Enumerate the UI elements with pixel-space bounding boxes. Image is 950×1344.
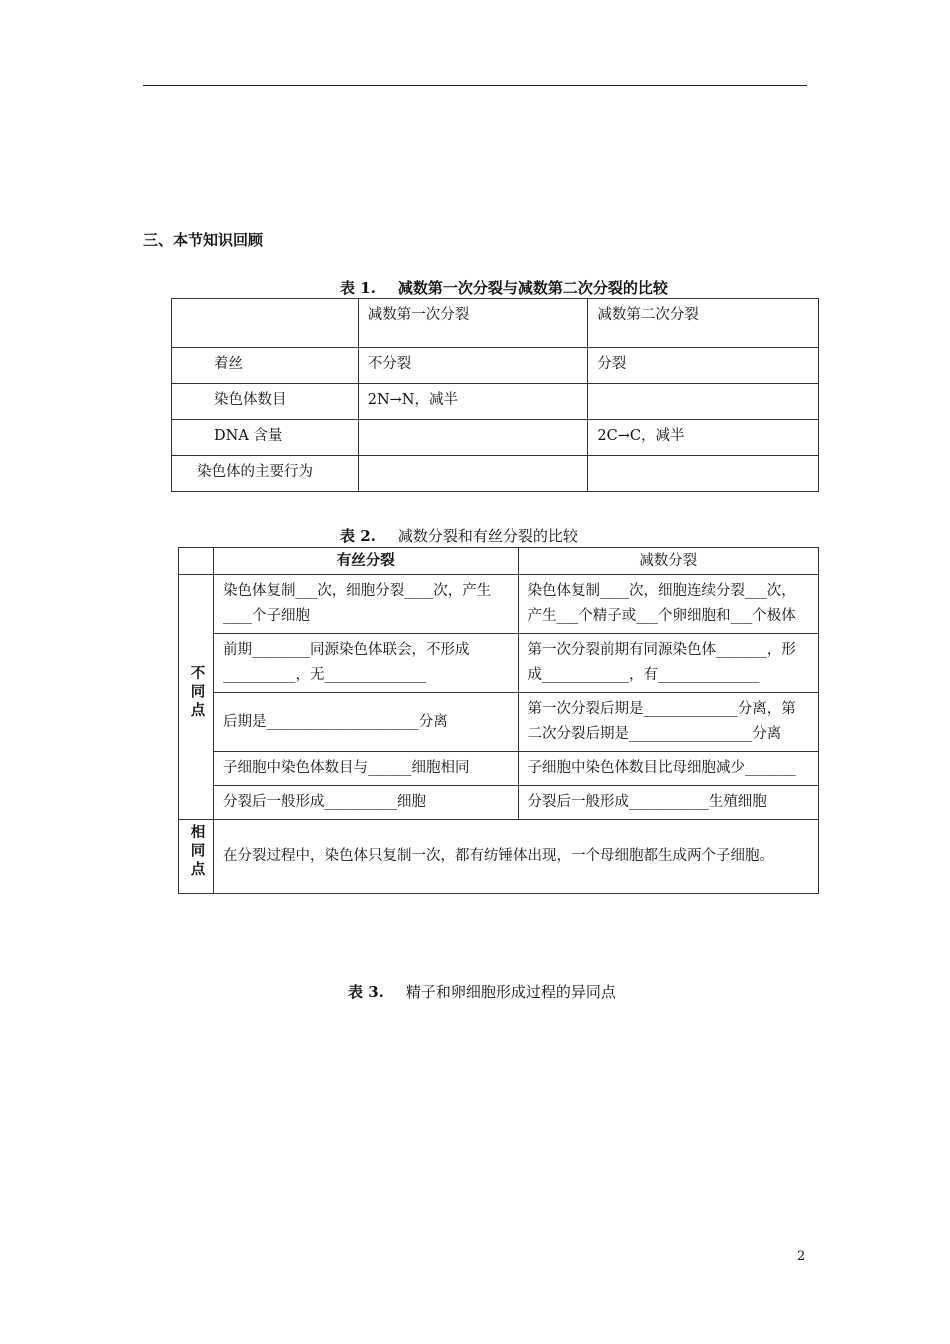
table1-cell xyxy=(358,420,588,456)
table1-row-label: 着丝 xyxy=(172,348,359,384)
table-row xyxy=(172,456,819,492)
table1-cell xyxy=(588,384,819,420)
table-row xyxy=(172,348,819,384)
table2-cell: 第一次分裂前期有同源染色体_______，形成____________，有______________ xyxy=(518,634,818,693)
table-row xyxy=(172,299,819,348)
table-row xyxy=(179,786,819,820)
table1-caption-title: 减数第一次分裂与减数第二次分裂的比较 xyxy=(397,279,668,297)
table-row xyxy=(172,420,819,456)
table3-caption xyxy=(348,981,616,1002)
page-number: 2 xyxy=(797,1249,806,1264)
table2-cell: 子细胞中染色体数目比母细胞减少_______ xyxy=(518,752,818,786)
table-row xyxy=(179,548,819,575)
table3-caption-title: 精子和卵细胞形成过程的异同点 xyxy=(405,983,616,1001)
table1-caption xyxy=(340,277,668,298)
table2 xyxy=(178,547,819,894)
table2-header-blank xyxy=(179,548,214,575)
table-row xyxy=(179,634,819,693)
table2-same-text: 在分裂过程中，染色体只复制一次，都有纺锤体出现，一个母细胞都生成两个子细胞。 xyxy=(213,820,818,894)
table2-cell: 后期是_____________________分离 xyxy=(213,693,518,752)
table1 xyxy=(171,298,819,492)
table2-cell: 染色体复制____次，细胞连续分裂___次，产生___个精子或___个卵细胞和___个极体 xyxy=(518,575,818,634)
table2-caption-title: 减数分裂和有丝分裂的比较 xyxy=(397,527,578,545)
table2-caption-num: 表 2. xyxy=(340,527,376,545)
table2-cell: 子细胞中染色体数目与______细胞相同 xyxy=(213,752,518,786)
table2-cell: 分裂后一般形成__________细胞 xyxy=(213,786,518,820)
section-heading: 三、本节知识回顾 xyxy=(143,231,264,249)
table2-cell: 染色体复制___次，细胞分裂____次，产生____个子细胞 xyxy=(213,575,518,634)
table1-cell: 不分裂 xyxy=(358,348,588,384)
table2-header-meiosis: 减数分裂 xyxy=(518,548,818,575)
table2-diff-label-cell xyxy=(179,575,214,820)
table-row xyxy=(179,575,819,634)
table1-cell xyxy=(358,456,588,492)
table1-row-label: DNA 含量 xyxy=(172,420,359,456)
table1-cell: 2N→N，减半 xyxy=(358,384,588,420)
table2-cell: 第一次分裂后期是_____________分离，第二次分裂后期是_________________分离 xyxy=(518,693,818,752)
table2-cell: 分裂后一般形成___________生殖细胞 xyxy=(518,786,818,820)
table1-header-cell: 减数第二次分裂 xyxy=(588,299,819,348)
table2-caption xyxy=(340,525,578,546)
table-row xyxy=(179,752,819,786)
table1-cell xyxy=(588,456,819,492)
table-row xyxy=(179,820,819,894)
table-row xyxy=(172,384,819,420)
table2-same-label: 相同点 xyxy=(188,824,205,880)
table1-row-label: 染色体数目 xyxy=(172,384,359,420)
table2-diff-label: 不同点 xyxy=(188,664,205,721)
table1-cell: 分裂 xyxy=(588,348,819,384)
table1-caption-num: 表 1. xyxy=(340,279,376,297)
table1-header-blank xyxy=(172,299,359,348)
table-row xyxy=(179,693,819,752)
table2-cell: 前期________同源染色体联会，不形成__________，无______________ xyxy=(213,634,518,693)
table2-header-mitosis: 有丝分裂 xyxy=(213,548,518,575)
table1-row-label: 染色体的主要行为 xyxy=(172,456,359,492)
table1-header-cell: 减数第一次分裂 xyxy=(358,299,588,348)
header-rule xyxy=(143,85,807,86)
table3-caption-num: 表 3. xyxy=(348,983,384,1001)
table2-same-label-cell xyxy=(179,820,214,894)
table1-cell: 2C→C，减半 xyxy=(588,420,819,456)
